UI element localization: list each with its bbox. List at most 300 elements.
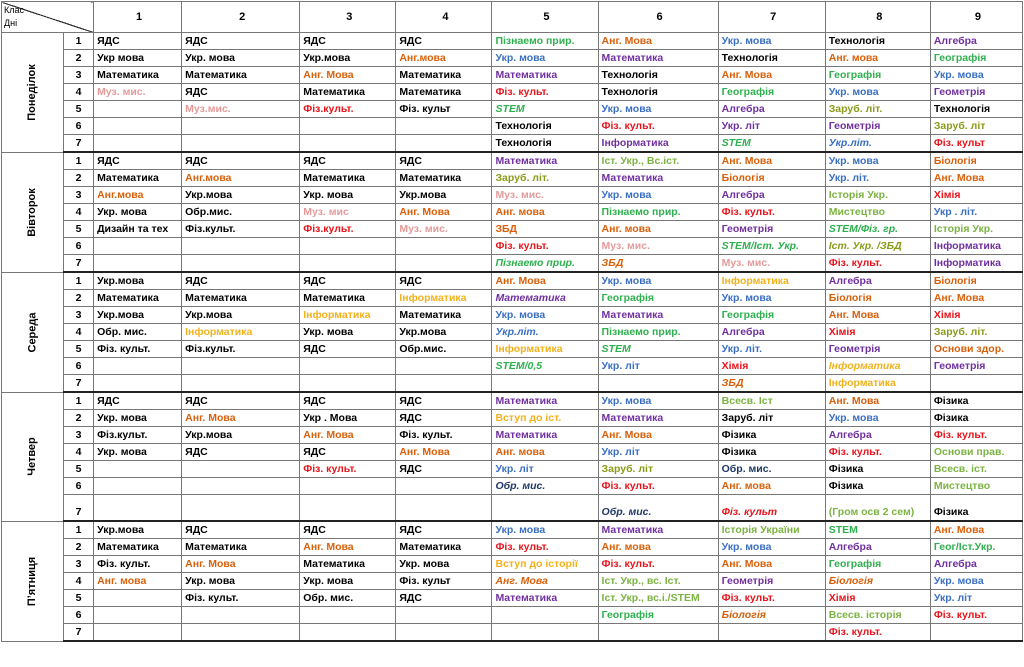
subject-cell: Географія xyxy=(598,607,718,624)
subject-cell: ЯДС xyxy=(396,521,492,539)
lesson-number: 3 xyxy=(64,67,94,84)
subject-cell: Укр.мова xyxy=(94,521,182,539)
subject-cell: Муз.мис. xyxy=(182,101,300,118)
subject-cell: Основи прав. xyxy=(930,444,1022,461)
subject-cell: STEM xyxy=(492,101,598,118)
subject-cell: Фіз. культ xyxy=(396,573,492,590)
subject-cell: ЯДС xyxy=(396,152,492,170)
lesson-row xyxy=(2,324,1023,341)
lesson-row xyxy=(2,375,1023,393)
lesson-row xyxy=(2,521,1023,539)
subject-cell: Укр. мова xyxy=(598,187,718,204)
subject-cell: (Гром осв 2 сем) xyxy=(825,495,930,522)
subject-cell: ЯДС xyxy=(182,152,300,170)
subject-cell: Технологія xyxy=(492,118,598,135)
lesson-row xyxy=(2,272,1023,290)
subject-cell: Геог/Іст.Укр. xyxy=(930,539,1022,556)
subject-cell xyxy=(300,624,396,642)
subject-cell: Математика xyxy=(492,427,598,444)
subject-cell xyxy=(396,478,492,495)
subject-cell: Математика xyxy=(182,290,300,307)
subject-cell: Укр. мова xyxy=(94,444,182,461)
day-name: Четвер xyxy=(26,437,39,476)
subject-cell: Анг.мова xyxy=(396,50,492,67)
subject-cell: Муз. мис. xyxy=(598,238,718,255)
lesson-row xyxy=(2,187,1023,204)
subject-cell: Хімія xyxy=(718,358,825,375)
subject-cell: Всесв. історія xyxy=(825,607,930,624)
subject-cell xyxy=(300,255,396,273)
subject-cell: Фізика xyxy=(718,427,825,444)
day-name: Понеділок xyxy=(26,64,39,121)
subject-cell: Фіз. культ. xyxy=(94,556,182,573)
subject-cell: Фізика xyxy=(825,478,930,495)
subject-cell: Технологія xyxy=(825,33,930,50)
lesson-number: 4 xyxy=(64,573,94,590)
subject-cell: Анг. Мова xyxy=(930,170,1022,187)
subject-cell: Фіз. культ xyxy=(930,135,1022,153)
corner-label-days: Дні xyxy=(4,18,18,28)
subject-cell: Інформатика xyxy=(300,307,396,324)
subject-cell: Анг. Мова xyxy=(182,410,300,427)
subject-cell: Укр.літ. xyxy=(825,135,930,153)
subject-cell: Анг. мова xyxy=(718,478,825,495)
header-row xyxy=(2,2,1023,33)
subject-cell: Анг. мова xyxy=(492,444,598,461)
subject-cell xyxy=(492,495,598,522)
subject-cell: Дизайн та тех xyxy=(94,221,182,238)
subject-cell: Укр. мова xyxy=(94,410,182,427)
subject-cell: Технологія xyxy=(492,135,598,153)
day-name: Середа xyxy=(26,312,39,352)
lesson-number: 4 xyxy=(64,204,94,221)
subject-cell: Математика xyxy=(94,170,182,187)
subject-cell: Хімія xyxy=(825,590,930,607)
subject-cell: Укр.літ. xyxy=(492,324,598,341)
subject-cell: Фіз. культ. xyxy=(825,255,930,273)
day-label xyxy=(2,33,64,153)
lesson-number: 6 xyxy=(64,238,94,255)
subject-cell: ЯДС xyxy=(182,84,300,101)
subject-cell: Математика xyxy=(94,67,182,84)
subject-cell: Історія Укр. xyxy=(930,221,1022,238)
subject-cell: ЯДС xyxy=(182,272,300,290)
subject-cell: Геометрія xyxy=(718,221,825,238)
class-header: 3 xyxy=(300,2,396,33)
subject-cell: Пізнаемо прир. xyxy=(492,255,598,273)
subject-cell: Біологія xyxy=(930,272,1022,290)
subject-cell: ЯДС xyxy=(396,410,492,427)
subject-cell: Вступ до іст. xyxy=(492,410,598,427)
class-header: 2 xyxy=(182,2,300,33)
subject-cell: Математика xyxy=(492,67,598,84)
subject-cell xyxy=(300,358,396,375)
subject-cell: Алгебра xyxy=(825,272,930,290)
subject-cell: ЯДС xyxy=(94,392,182,410)
subject-cell: ЯДС xyxy=(300,272,396,290)
subject-cell xyxy=(300,478,396,495)
lesson-row xyxy=(2,221,1023,238)
subject-cell: Укр. мова xyxy=(492,521,598,539)
subject-cell: Укр. мова xyxy=(930,67,1022,84)
subject-cell: Укр. мова xyxy=(930,573,1022,590)
subject-cell: Інформатика xyxy=(718,272,825,290)
lesson-row xyxy=(2,539,1023,556)
subject-cell: Анг. Мова xyxy=(930,521,1022,539)
subject-cell: Обр.мис. xyxy=(182,204,300,221)
subject-cell: Математика xyxy=(396,539,492,556)
lesson-row xyxy=(2,607,1023,624)
subject-cell: Анг.мова xyxy=(94,187,182,204)
lesson-number: 2 xyxy=(64,170,94,187)
subject-cell xyxy=(718,624,825,642)
subject-cell xyxy=(182,255,300,273)
lesson-number: 5 xyxy=(64,341,94,358)
subject-cell: Анг. Мова xyxy=(182,556,300,573)
subject-cell: Обр. мис. xyxy=(94,324,182,341)
subject-cell: Укр. літ xyxy=(492,461,598,478)
subject-cell xyxy=(396,495,492,522)
subject-cell: Математика xyxy=(300,290,396,307)
subject-cell xyxy=(94,135,182,153)
subject-cell: Укр. мова xyxy=(182,50,300,67)
subject-cell: Укр. мова xyxy=(492,50,598,67)
subject-cell xyxy=(300,238,396,255)
subject-cell: Інформатика xyxy=(825,375,930,393)
subject-cell: Біологія xyxy=(930,152,1022,170)
subject-cell: Фізика xyxy=(930,495,1022,522)
corner-label-class: Клас xyxy=(4,5,24,15)
subject-cell: Фіз. культ. xyxy=(825,444,930,461)
lesson-row xyxy=(2,573,1023,590)
subject-cell: Укр. мова xyxy=(718,33,825,50)
subject-cell: Анг. Мова xyxy=(300,539,396,556)
subject-cell: STEM/Фіз. гр. xyxy=(825,221,930,238)
subject-cell: Фіз.культ. xyxy=(182,341,300,358)
subject-cell: Фіз. культ. xyxy=(396,427,492,444)
subject-cell: Заруб. літ xyxy=(598,461,718,478)
subject-cell: Укр. мова xyxy=(182,573,300,590)
subject-cell: Укр. мова xyxy=(300,324,396,341)
subject-cell: ЯДС xyxy=(300,33,396,50)
subject-cell xyxy=(492,607,598,624)
subject-cell: Фіз. культ. xyxy=(718,204,825,221)
subject-cell xyxy=(182,135,300,153)
subject-cell: Укр.мова xyxy=(300,50,396,67)
subject-cell: ЯДС xyxy=(300,341,396,358)
lesson-row xyxy=(2,590,1023,607)
subject-cell: STEM xyxy=(825,521,930,539)
subject-cell: Заруб. літ. xyxy=(825,101,930,118)
subject-cell: Інформатика xyxy=(598,135,718,153)
subject-cell: Анг. Мова xyxy=(300,67,396,84)
subject-cell xyxy=(94,590,182,607)
lesson-number: 1 xyxy=(64,152,94,170)
subject-cell: Анг. мова xyxy=(598,221,718,238)
subject-cell: Мистецтво xyxy=(825,204,930,221)
lesson-number: 1 xyxy=(64,392,94,410)
subject-cell: Математика xyxy=(492,152,598,170)
subject-cell: ЯДС xyxy=(182,33,300,50)
lesson-number: 3 xyxy=(64,427,94,444)
subject-cell: Укр. літ xyxy=(598,358,718,375)
subject-cell: Фізика xyxy=(930,392,1022,410)
subject-cell: Історія України xyxy=(718,521,825,539)
subject-cell: Алгебра xyxy=(718,187,825,204)
subject-cell xyxy=(396,375,492,393)
subject-cell xyxy=(94,375,182,393)
subject-cell xyxy=(300,495,396,522)
lesson-row xyxy=(2,410,1023,427)
subject-cell: Інформатика xyxy=(930,238,1022,255)
lesson-row xyxy=(2,33,1023,50)
subject-cell: Всесв. іст. xyxy=(930,461,1022,478)
subject-cell: Укр. літ. xyxy=(718,341,825,358)
subject-cell: Пізнаемо прир. xyxy=(492,33,598,50)
lesson-row xyxy=(2,255,1023,273)
subject-cell xyxy=(396,607,492,624)
subject-cell: Обр.мис. xyxy=(396,341,492,358)
subject-cell: Алгебра xyxy=(825,539,930,556)
subject-cell: STEM/Іст. Укр. xyxy=(718,238,825,255)
subject-cell: Заруб. літ. xyxy=(492,170,598,187)
subject-cell xyxy=(182,118,300,135)
subject-cell: ЗБД xyxy=(492,221,598,238)
subject-cell: ЯДС xyxy=(300,444,396,461)
subject-cell: Заруб. літ xyxy=(930,118,1022,135)
subject-cell: Алгебра xyxy=(930,556,1022,573)
lesson-row xyxy=(2,50,1023,67)
subject-cell xyxy=(396,238,492,255)
subject-cell: Укр. мова xyxy=(300,187,396,204)
subject-cell: Інформатика xyxy=(825,358,930,375)
subject-cell xyxy=(396,118,492,135)
subject-cell: Укр . Мова xyxy=(300,410,396,427)
lesson-number: 1 xyxy=(64,521,94,539)
subject-cell: Фіз. культ. xyxy=(492,539,598,556)
subject-cell: Укр.мова xyxy=(94,272,182,290)
subject-cell: Біологія xyxy=(825,290,930,307)
subject-cell: Географія xyxy=(825,556,930,573)
subject-cell: Укр мова xyxy=(94,50,182,67)
subject-cell xyxy=(94,255,182,273)
subject-cell: ЯДС xyxy=(94,152,182,170)
subject-cell xyxy=(300,118,396,135)
subject-cell: Біологія xyxy=(718,607,825,624)
lesson-number: 7 xyxy=(64,495,94,522)
subject-cell xyxy=(94,101,182,118)
subject-cell: Біологія xyxy=(718,170,825,187)
subject-cell: Геометрія xyxy=(825,118,930,135)
lesson-number: 2 xyxy=(64,539,94,556)
subject-cell xyxy=(94,358,182,375)
lesson-number: 2 xyxy=(64,290,94,307)
subject-cell: Технологія xyxy=(718,50,825,67)
subject-cell: Географія xyxy=(825,67,930,84)
subject-cell: Іст. Укр. /ЗБД xyxy=(825,238,930,255)
lesson-row xyxy=(2,427,1023,444)
lesson-row xyxy=(2,478,1023,495)
subject-cell: Алгебра xyxy=(718,324,825,341)
day-label xyxy=(2,521,64,641)
subject-cell: Анг. Мова xyxy=(598,33,718,50)
lesson-row xyxy=(2,624,1023,642)
day-name: Вівторок xyxy=(26,187,39,237)
subject-cell: Укр.мова xyxy=(94,307,182,324)
subject-cell: Укр.мова xyxy=(396,324,492,341)
subject-cell: ЯДС xyxy=(396,392,492,410)
subject-cell: ЯДС xyxy=(300,152,396,170)
subject-cell: Біологія xyxy=(825,573,930,590)
timetable-body xyxy=(2,2,1023,642)
subject-cell: Анг. Мова xyxy=(492,272,598,290)
subject-cell: Анг. Мова xyxy=(930,290,1022,307)
subject-cell: Фіз.культ. xyxy=(300,221,396,238)
subject-cell: Фізика xyxy=(718,444,825,461)
subject-cell: Муз. мис. xyxy=(492,187,598,204)
lesson-row xyxy=(2,307,1023,324)
class-header: 5 xyxy=(492,2,598,33)
subject-cell: Фізика xyxy=(825,461,930,478)
class-header: 6 xyxy=(598,2,718,33)
subject-cell: Обр. мис. xyxy=(598,495,718,522)
subject-cell: Фіз. культ. xyxy=(930,427,1022,444)
subject-cell: Хімія xyxy=(825,324,930,341)
subject-cell: Фіз. культ. xyxy=(492,238,598,255)
subject-cell: Математика xyxy=(300,170,396,187)
subject-cell: Хімія xyxy=(930,307,1022,324)
lesson-number: 6 xyxy=(64,358,94,375)
subject-cell: Укр. мова xyxy=(825,410,930,427)
subject-cell: Географія xyxy=(718,84,825,101)
subject-cell: Мистецтво xyxy=(930,478,1022,495)
class-header: 7 xyxy=(718,2,825,33)
lesson-number: 4 xyxy=(64,444,94,461)
subject-cell: Укр.мова xyxy=(182,307,300,324)
subject-cell: Укр. мова xyxy=(718,539,825,556)
subject-cell: ЯДС xyxy=(94,33,182,50)
subject-cell: Хімія xyxy=(930,187,1022,204)
subject-cell: Фіз. культ. xyxy=(598,556,718,573)
subject-cell: Алгебра xyxy=(825,427,930,444)
lesson-row xyxy=(2,392,1023,410)
subject-cell xyxy=(396,624,492,642)
subject-cell: ЯДС xyxy=(396,272,492,290)
subject-cell xyxy=(94,607,182,624)
lesson-number: 6 xyxy=(64,118,94,135)
lesson-number: 2 xyxy=(64,410,94,427)
lesson-number: 1 xyxy=(64,272,94,290)
subject-cell: Обр. мис. xyxy=(300,590,396,607)
subject-cell xyxy=(182,375,300,393)
timetable xyxy=(1,1,1023,642)
lesson-row xyxy=(2,444,1023,461)
lesson-row xyxy=(2,152,1023,170)
subject-cell: Анг. Мова xyxy=(825,392,930,410)
subject-cell: STEM/0,5 xyxy=(492,358,598,375)
subject-cell: Технологія xyxy=(598,67,718,84)
subject-cell: Фіз. культ. xyxy=(300,461,396,478)
subject-cell: Пізнаемо прир. xyxy=(598,204,718,221)
lesson-number: 4 xyxy=(64,324,94,341)
lesson-row xyxy=(2,238,1023,255)
subject-cell: Математика xyxy=(396,84,492,101)
lesson-number: 7 xyxy=(64,624,94,642)
lesson-row xyxy=(2,341,1023,358)
subject-cell: Фіз. культ. xyxy=(182,590,300,607)
class-header: 1 xyxy=(94,2,182,33)
subject-cell: Іст. Укр., Вс.іст. xyxy=(598,152,718,170)
lesson-number: 7 xyxy=(64,255,94,273)
lesson-row xyxy=(2,67,1023,84)
subject-cell: Геометрія xyxy=(825,341,930,358)
subject-cell: Муз. мис. xyxy=(94,84,182,101)
subject-cell: Укр. літ. xyxy=(825,170,930,187)
subject-cell: Математика xyxy=(396,67,492,84)
subject-cell xyxy=(94,495,182,522)
subject-cell: Іст. Укр., вс. Іст. xyxy=(598,573,718,590)
lesson-number: 7 xyxy=(64,375,94,393)
subject-cell: Математика xyxy=(300,556,396,573)
subject-cell: Анг. Мова xyxy=(825,307,930,324)
subject-cell: Математика xyxy=(396,170,492,187)
corner-cell xyxy=(2,2,94,33)
lesson-number: 3 xyxy=(64,556,94,573)
subject-cell xyxy=(396,358,492,375)
lesson-row xyxy=(2,358,1023,375)
subject-cell xyxy=(396,255,492,273)
subject-cell: ЗБД xyxy=(718,375,825,393)
subject-cell: Анг. Мова xyxy=(718,152,825,170)
subject-cell: Укр. мова xyxy=(598,392,718,410)
subject-cell: Математика xyxy=(300,84,396,101)
subject-cell: Фіз.культ. xyxy=(94,427,182,444)
lesson-number: 7 xyxy=(64,135,94,153)
subject-cell xyxy=(182,495,300,522)
subject-cell: Укр. мова xyxy=(718,290,825,307)
subject-cell: Математика xyxy=(492,392,598,410)
lesson-number: 3 xyxy=(64,307,94,324)
subject-cell: Математика xyxy=(182,539,300,556)
subject-cell xyxy=(94,478,182,495)
subject-cell: Укр. літ xyxy=(930,590,1022,607)
subject-cell: Анг. Мова xyxy=(396,444,492,461)
lesson-row xyxy=(2,170,1023,187)
subject-cell: Заруб. літ xyxy=(718,410,825,427)
class-header: 9 xyxy=(930,2,1022,33)
lesson-number: 2 xyxy=(64,50,94,67)
subject-cell: Інформатика xyxy=(930,255,1022,273)
subject-cell: Вступ до історії xyxy=(492,556,598,573)
subject-cell: STEM xyxy=(718,135,825,153)
subject-cell: Пізнаемо прир. xyxy=(598,324,718,341)
subject-cell: Анг. Мова xyxy=(718,67,825,84)
subject-cell xyxy=(94,118,182,135)
subject-cell: Фіз. культ xyxy=(396,101,492,118)
lesson-row xyxy=(2,556,1023,573)
day-label xyxy=(2,392,64,521)
subject-cell xyxy=(94,238,182,255)
lesson-number: 6 xyxy=(64,478,94,495)
subject-cell: ЯДС xyxy=(396,590,492,607)
subject-cell: Інформатика xyxy=(182,324,300,341)
subject-cell: Анг. мова xyxy=(598,539,718,556)
subject-cell: Фіз. культ. xyxy=(718,590,825,607)
lesson-number: 5 xyxy=(64,461,94,478)
subject-cell xyxy=(300,135,396,153)
subject-cell: Математика xyxy=(598,410,718,427)
subject-cell: Фіз. культ. xyxy=(598,118,718,135)
